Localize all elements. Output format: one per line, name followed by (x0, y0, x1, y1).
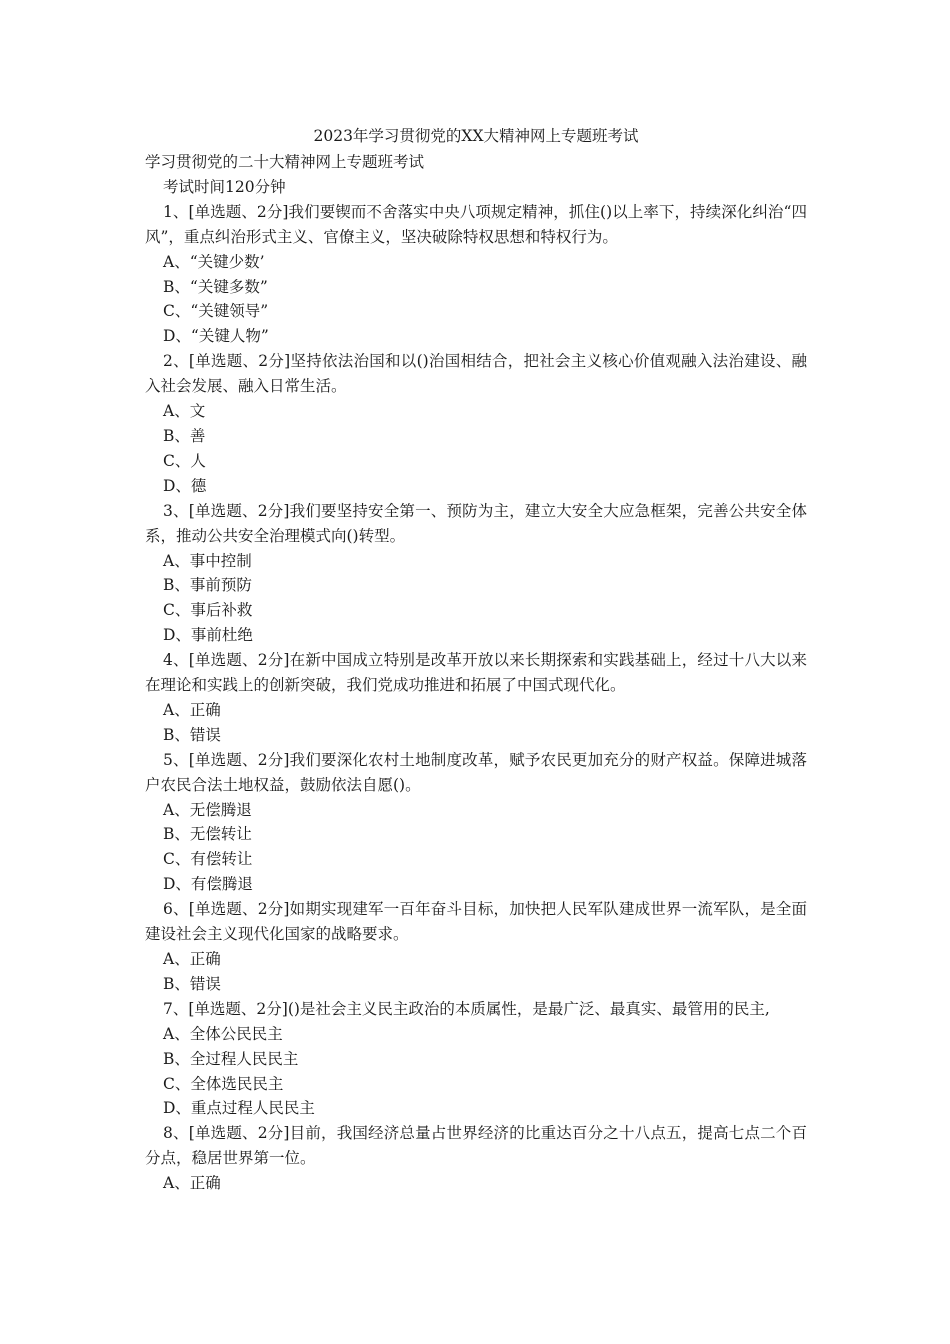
answer-option: C、人 (163, 451, 206, 470)
document-content (145, 124, 807, 1196)
question-stem: 8、[单选题、2分]目前，我国经济总量占世界经济的比重达百分之十八点五，提高七点二个百分点，稳居世界第一位。 (145, 1124, 807, 1168)
answer-option: D、“关键人物” (163, 327, 269, 346)
question-block (145, 997, 807, 1122)
question-block (145, 897, 807, 997)
question-block (145, 349, 807, 498)
question-stem: 3、[单选题、2分]我们要坚持安全第一、预防为主，建立大安全大应急框架，完善公共安全体系，推动公共安全治理模式向()转型。 (145, 501, 807, 545)
answer-option: B、错误 (163, 974, 221, 993)
document-title: 2023年学习贯彻党的XX大精神网上专题班考试 (313, 127, 639, 145)
answer-option: A、事中控制 (163, 551, 252, 570)
question-list (145, 200, 807, 1196)
question-stem: 5、[单选题、2分]我们要深化农村土地制度改革，赋予农民更加充分的财产权益。保障进城落户农民合法土地权益，鼓励依法自愿()。 (145, 750, 807, 794)
question-stem: 7、[单选题、2分]()是社会主义民主政治的本质属性，是最广泛、最真实、最管用的民主, (163, 999, 770, 1018)
question-stem: 1、[单选题、2分]我们要锲而不舍落实中央八项规定精神，抓住()以上率下，持续深化纠治“四风”，重点纠治形式主义、官僚主义，坚决破除特权思想和特权行为。 (145, 202, 807, 246)
question-stem: 4、[单选题、2分]在新中国成立特别是改革开放以来长期探索和实践基础上，经过十八大以来在理论和实践上的创新突破，我们党成功推进和拓展了中国式现代化。 (145, 651, 807, 695)
question-block (145, 499, 807, 648)
answer-option: A、文 (163, 402, 206, 421)
answer-option: B、错误 (163, 725, 221, 744)
answer-option: D、德 (163, 476, 207, 495)
answer-option: B、善 (163, 426, 206, 445)
question-block (145, 648, 807, 748)
answer-option: C、事后补救 (163, 601, 253, 620)
answer-option: A、正确 (163, 700, 221, 719)
answer-option: B、无偿转让 (163, 825, 252, 844)
answer-option: A、正确 (163, 950, 221, 968)
answer-option: A、正确 (163, 1174, 221, 1193)
question-stem: 6、[单选题、2分]如期实现建军一百年奋斗目标，加快把人民军队建成世界一流军队，是全面建设社会主义现代化国家的战略要求。 (145, 900, 807, 944)
answer-option: D、重点过程人民民主 (163, 1099, 315, 1118)
answer-option: A、全体公民民主 (163, 1024, 283, 1043)
answer-option: D、事前杜绝 (163, 626, 253, 645)
answer-option: B、全过程人民民主 (163, 1049, 299, 1068)
question-block (145, 200, 807, 349)
question-block (145, 748, 807, 897)
question-stem: 2、[单选题、2分]坚持依法治国和以()治国相结合，把社会主义核心价值观融入法治建设、融入社会发展、融入日常生活。 (145, 352, 807, 396)
answer-option: B、“关键多数” (163, 277, 268, 296)
question-block (145, 1121, 807, 1196)
answer-option: C、全体选民民主 (163, 1074, 284, 1093)
exam-time: 考试时间120分钟 (163, 177, 286, 196)
answer-option: C、“关键领导” (163, 302, 269, 321)
answer-option: A、“关键少数’ (163, 252, 265, 271)
answer-option: A、无偿腾退 (163, 800, 252, 819)
document-subtitle: 学习贯彻党的二十大精神网上专题班考试 (145, 153, 425, 171)
answer-option: D、有偿腾退 (163, 875, 253, 894)
answer-option: C、有偿转让 (163, 850, 253, 869)
answer-option: B、事前预防 (163, 576, 252, 595)
